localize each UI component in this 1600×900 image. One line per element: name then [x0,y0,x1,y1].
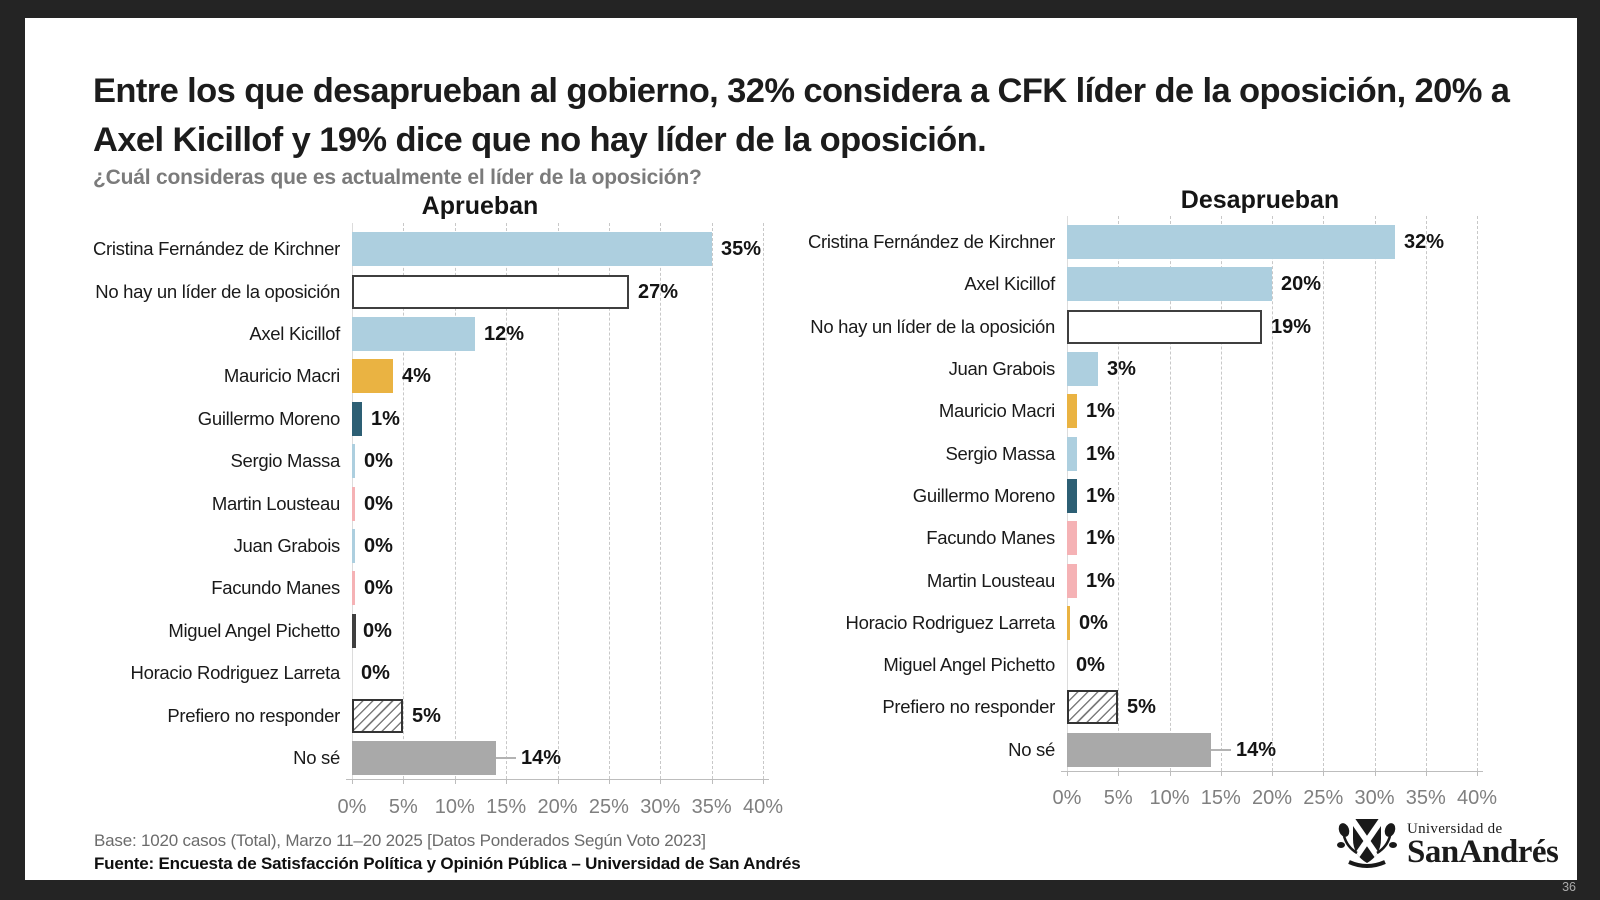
category-label: Cristina Fernández de Kirchner [807,231,1055,253]
value-label: 1% [1086,527,1115,550]
x-axis-tick-label: 10% [1149,787,1190,809]
chart-title-aprueban: Aprueban [421,192,539,220]
bar [352,614,356,648]
whisker-line [1211,749,1231,751]
gridline [660,223,661,779]
bar [1067,479,1077,513]
x-axis-tick-label: 25% [1303,787,1344,809]
chart-desaprueban [780,178,1580,858]
bar [1067,690,1118,724]
x-axis-tick-label: 35% [1405,787,1446,809]
value-label: 5% [412,704,441,727]
value-label: 1% [1086,400,1115,423]
bar [1067,733,1211,767]
category-label: Guillermo Moreno [197,407,340,429]
value-label: 4% [402,365,431,388]
x-axis-tick-label: 5% [1103,787,1133,809]
value-label: 1% [1086,442,1115,465]
value-label: 0% [1079,611,1108,634]
bar [352,232,712,266]
slide-subtitle: ¿Cuál consideras que es actualmente el líder de la oposición? [93,166,702,190]
page-number: 36 [1562,880,1576,894]
university-logo [1335,815,1558,874]
x-axis-tick-label: 30% [640,796,681,818]
value-label: 12% [484,323,525,345]
x-axis-tick-label: 40% [742,796,784,818]
category-label: Sergio Massa [230,450,340,472]
value-label: 14% [1236,738,1277,761]
bar [1067,606,1070,640]
gridline [1272,216,1273,771]
x-axis-tick-label: 40% [1456,787,1498,809]
x-axis-tick-label: 10% [434,796,475,818]
whisker-line [496,757,516,759]
category-label: No sé [293,747,340,768]
value-label: 0% [361,662,390,685]
category-label: Miguel Angel Pichetto [883,654,1055,676]
value-label: 14% [521,747,562,769]
category-label: Juan Grabois [948,358,1055,380]
bar [352,317,475,351]
value-label: 35% [721,238,762,261]
bar [352,359,393,393]
slide [25,18,1577,880]
gridline [1426,216,1427,771]
bar [352,571,355,605]
category-label: Mauricio Macri [223,365,340,387]
bar [352,444,355,478]
university-crest-icon [1335,815,1399,874]
bar [352,487,355,521]
value-label: 0% [364,535,393,557]
bar [1067,225,1395,259]
x-axis-tick-label: 20% [537,796,578,818]
bar [352,741,496,775]
category-label: Prefiero no responder [167,704,340,726]
bar [1067,394,1077,428]
slide-title: Entre los que desaprueban al gobierno, 32% considera a CFK líder de la oposición, 20% a Axel Kicillof y 19% dice que no hay líder de la oposición. [93,72,1510,160]
category-label: Axel Kicillof [964,273,1055,295]
bar [352,529,355,563]
bar [1067,521,1077,555]
bar [352,402,362,436]
x-axis-tick-label: 30% [1354,787,1395,809]
value-label: 0% [364,577,393,600]
category-label: Horacio Rodriguez Larreta [130,662,340,684]
x-axis-tick-label: 35% [691,796,732,818]
bar [352,275,629,309]
gridline [763,223,764,779]
bar [1067,352,1098,386]
x-axis-line [1061,771,1483,772]
x-axis-tick-label: 20% [1251,787,1293,809]
gridline [712,223,713,779]
category-label: No sé [1008,738,1055,760]
value-label: 5% [1127,696,1156,719]
value-label: 32% [1404,231,1445,254]
x-axis-tick-label: 15% [1200,787,1241,809]
value-label: 3% [1107,358,1136,381]
x-axis-tick-label: 0% [337,796,367,818]
bar [1067,267,1272,301]
bar [352,699,403,733]
logo-san-andres: SanAndrés [1407,834,1559,870]
category-label: No hay un líder de la oposición [95,280,340,302]
value-label: 1% [1086,484,1115,507]
category-label: Martin Lousteau [211,492,340,514]
gridline [1323,216,1324,771]
value-label: 1% [371,407,400,430]
source-note: Fuente: Encuesta de Satisfacción Política y Opinión Pública – Universidad de San Andrés [94,854,801,873]
value-label: 20% [1281,273,1322,296]
category-label: Miguel Angel Pichetto [168,619,340,641]
category-label: Juan Grabois [233,535,340,556]
category-label: Horacio Rodriguez Larreta [845,611,1055,633]
x-axis-line [346,779,769,780]
category-label: No hay un líder de la oposición [810,315,1055,337]
value-label: 1% [1086,569,1115,592]
category-label: Prefiero no responder [882,696,1055,718]
category-label: Axel Kicillof [249,323,340,344]
logo-university-de: Universidad de [1407,821,1503,837]
base-note: Base: 1020 casos (Total), Marzo 11–20 2025 [Datos Ponderados Según Voto 2023] [94,831,706,850]
value-label: 0% [364,492,393,515]
category-label: Sergio Massa [945,442,1055,464]
category-label: Facundo Manes [211,577,340,599]
x-axis-tick-label: 15% [486,796,527,818]
value-label: 27% [638,280,679,303]
x-axis-tick-label: 0% [1052,787,1082,809]
bar [1067,310,1262,344]
bar [1067,437,1077,471]
bar [1067,564,1077,598]
category-label: Martin Lousteau [926,569,1055,591]
gridline [1477,216,1478,771]
category-label: Guillermo Moreno [912,484,1055,506]
gridline [1375,216,1376,771]
value-label: 0% [1076,654,1105,677]
chart-aprueban [65,178,865,858]
value-label: 0% [364,450,393,473]
value-label: 0% [363,619,392,642]
category-label: Mauricio Macri [938,400,1055,422]
category-label: Cristina Fernández de Kirchner [92,238,340,260]
x-axis-tick-label: 25% [588,796,629,818]
category-label: Facundo Manes [926,527,1055,549]
chart-title-desaprueban: Desaprueban [1180,186,1340,214]
x-axis-tick-label: 5% [388,796,418,818]
value-label: 19% [1271,315,1312,338]
